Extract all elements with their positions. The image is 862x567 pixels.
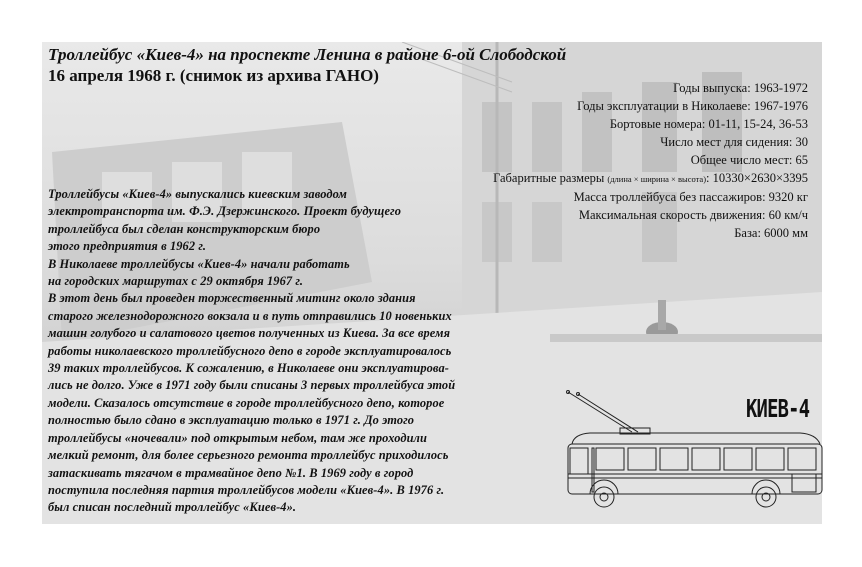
history-line: электротранспорта им. Ф.Э. Дзержинского. Проект будущего [48, 204, 402, 219]
history-line: затаскивать тягачом в трамвайное депо №1. В 1969 году в город [48, 465, 414, 480]
spec-mass: Масса троллейбуса без пассажиров: 9320 кг [573, 190, 808, 204]
spec-dimensions-hint: (длина × ширина × высота) [607, 174, 707, 184]
model-name: КИЕВ-4 [746, 394, 810, 423]
spec-speed: Максимальная скорость движения: 60 км/ч [578, 208, 808, 222]
history-line: на городских маршрутах с 29 октября 1967 г. [48, 274, 304, 289]
history-line: 39 таких троллейбусов. К сожалению, в Николаеве они эксплуатирова- [48, 361, 450, 376]
history-line: лись не долго. Уже в 1971 году были списаны 3 первых троллейбуса этой [48, 378, 456, 393]
spec-years-used: Годы эксплуатации в Николаеве: 1967-1976 [577, 99, 808, 113]
spec-years-made: Годы выпуска: 1963-1972 [673, 81, 808, 95]
spec-dimensions-value: : 10330×2630×3395 [706, 171, 808, 185]
history-line: Троллейбусы «Киев-4» выпускались киевским заводом [48, 187, 347, 201]
history-line: был списан последний троллейбус «Киев-4». [48, 500, 297, 515]
history-line: полностью было сдано в эксплуатацию только в 1971 г. До этого [48, 413, 415, 428]
history-text [48, 186, 568, 517]
spec-base: База: 6000 мм [734, 226, 808, 240]
history-line: троллейбуса был сделан конструкторским бюро [48, 221, 321, 236]
history-line: машин голубого и салатового цветов полученных из Киева. За все время [48, 326, 451, 341]
history-line: троллейбусы «ночевали» под открытым небом, там же проходили [48, 430, 428, 445]
spec-board-numbers: Бортовые номера: 01-11, 15-24, 36-53 [609, 117, 808, 131]
history-line: этого предприятия в 1962 г. [48, 239, 207, 254]
caption-line-1: Троллейбус «Киев-4» на проспекте Ленина в районе 6-ой Слободской [48, 45, 567, 64]
history-line: старого железнодорожного вокзала и в путь отправились 10 новеньких [48, 308, 452, 323]
history-line: работы николаевского троллейбусного депо в городе эксплуатировалось [48, 343, 452, 358]
history-line: В Николаеве троллейбусы «Киев-4» начали работать [48, 256, 350, 271]
history-line: поступила последняя партия троллейбусов модели «Киев-4». В 1976 г. [48, 482, 445, 497]
spec-dimensions-label: Габаритные размеры [493, 171, 605, 185]
history-line: мелкий ремонт, для более серьезного ремонта троллейбус приходилось [48, 448, 449, 463]
spec-total-places: Общее число мест: 65 [690, 153, 808, 167]
history-line: модели. Сказалось отсутствие в городе троллейбусного депо, которое [48, 395, 445, 410]
photo-caption [48, 44, 566, 86]
spec-seats: Число мест для сидения: 30 [660, 135, 808, 149]
caption-line-2: 16 апреля 1968 г. (снимок из архива ГАНО) [48, 66, 379, 85]
history-line: В этот день был проведен торжественный митинг около здания [48, 291, 416, 306]
